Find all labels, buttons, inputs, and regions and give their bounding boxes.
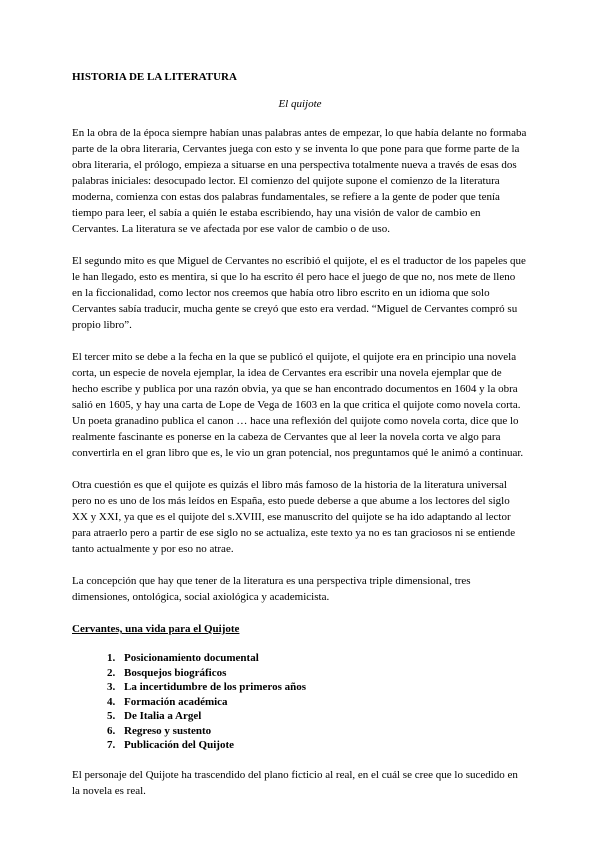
paragraph: El segundo mito es que Miguel de Cervantes no escribió el quijote, el es el traductor de los papeles que le han llegado, esto es mentira, si que lo ha escrito él pero hace el juego de que no, nos mete de lleno en la ficcionalidad, como lector nos creemos que había otro libro escrito en un idioma que solo Cervantes sabía traducir, mucha gente se creyó que esto era verdad. “Miguel de Cervantes compró su propio libro”. — [72, 255, 526, 331]
document-subtitle: El quijote — [278, 98, 322, 110]
paragraph: Otra cuestión es que el quijote es quizás el libro más famoso de la historia de la literatura universal pero no es uno de los más leídos en España, esto puede deberse a que abume a los lectores del siglo XX y XXI, ya que es el quijote del s.XVIII, ese manuscrito del quijote se ha ido adaptando al lector para atraerlo pero a partir de ese siglo no se actualiza, este texto ya no es tan graciosos ni se entiende tanto actualmente y por eso no atrae. — [72, 479, 516, 555]
document-title: HISTORIA DE LA LITERATURA — [72, 71, 237, 83]
list-item: 2. Bosquejos biográficos — [118, 666, 528, 681]
paragraph: En la obra de la época siempre habían unas palabras antes de empezar, lo que había delante no formaba parte de la obra literaria, Cervantes juega con esto y se inventa lo que pone para que forme parte de la obra literaria, el prólogo, empieza a situarse en una perspectiva totalmente nueva a través de esas dos palabras iniciales: desocupado lector. El comienzo del quijote supone el comienzo de la literatura moderna, comienza con estas dos palabras fundamentales, se refiere a la gente de poder que tenía tiempo para leer, el sabía a quién le estaba escribiendo, hay una visión de valor de cambio en Cervantes. La literatura se ve afectada por ese valor de cambio o de uso. — [72, 127, 527, 235]
closing-paragraph: El personaje del Quijote ha trascendido del plano ficticio al real, en el cuál se cree que lo sucedido en la novela es real. — [72, 768, 518, 797]
list-item: 7. Publicación del Quijote — [118, 738, 528, 753]
list-item: 6. Regreso y sustento — [118, 724, 528, 739]
list-item: 3. La incertidumbre de los primeros años — [118, 680, 528, 695]
list-item: 4. Formación académica — [118, 695, 528, 710]
list-item: 1. Posicionamiento documental — [118, 651, 528, 666]
paragraph: El tercer mito se debe a la fecha en la que se publicó el quijote, el quijote era en principio una novela corta, un especie de novela ejemplar, la idea de Cervantes era escribir una novela ejemplar que de hecho escribe y publica por una razón obvia, ya que se han encontrado documentos en 1604 y la obra salió en 1605, y hay una carta de Lope de Vega de 1603 en la que critica el quijote como novela corta. Un poeta granadino publica el canon … hace una reflexión del quijote como novela corta, dice que lo realmente fascinante es ponerse en la cabeza de Cervantes que al leer la novela corta ve algo para convertirla en el gran libro que es, le vio un gran potencial, nos preguntamos qué le animó a continuar. — [72, 351, 524, 459]
document-body — [72, 69, 528, 815]
section-heading: Cervantes, una vida para el Quijote — [72, 623, 240, 635]
list-item: 5. De Italia a Argel — [118, 709, 528, 724]
section-list — [72, 651, 528, 753]
paragraph: La concepción que hay que tener de la literatura es una perspectiva triple dimensional, tres dimensiones, ontológica, social axiológica y academicista. — [72, 575, 471, 603]
